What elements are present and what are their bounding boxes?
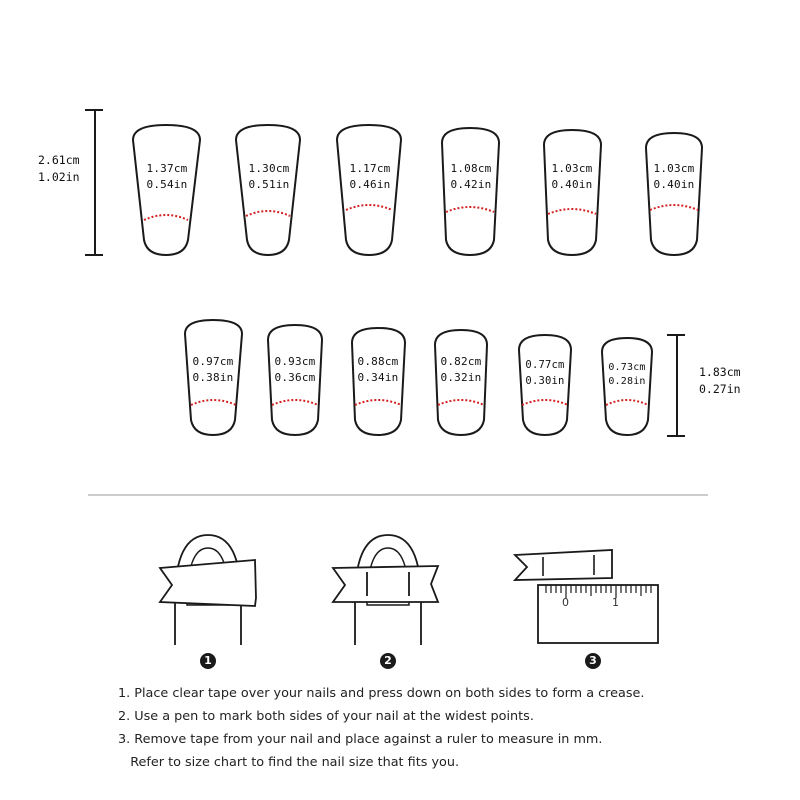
nail-width-in: 0.46in bbox=[349, 178, 391, 191]
nail-size-label bbox=[238, 161, 300, 193]
cuticle-line bbox=[246, 211, 290, 216]
cuticle-line bbox=[606, 400, 648, 405]
nail-width-in: 0.51in bbox=[248, 178, 290, 191]
nail-width-in: 0.54in bbox=[146, 178, 188, 191]
nail-size-label bbox=[265, 354, 325, 386]
height-in: 1.02in bbox=[38, 170, 80, 184]
step-1-illustration bbox=[160, 535, 256, 645]
nail-width-cm: 1.03cm bbox=[653, 162, 695, 175]
nail-width-cm: 0.93cm bbox=[274, 355, 316, 368]
nail-size-label bbox=[339, 161, 401, 193]
nail-size-label bbox=[440, 161, 502, 193]
nail-size-label bbox=[431, 354, 491, 386]
cuticle-line bbox=[548, 209, 596, 214]
height-in: 0.27in bbox=[699, 382, 741, 396]
height-cm: 2.61cm bbox=[38, 153, 80, 167]
nail-width-in: 0.30in bbox=[525, 375, 565, 387]
nail-width-in: 0.36cm bbox=[274, 371, 316, 384]
step-number-badge: 1 bbox=[200, 653, 216, 669]
row-height-label bbox=[699, 364, 741, 398]
height-cm: 1.83cm bbox=[699, 365, 741, 379]
cuticle-line bbox=[522, 400, 568, 405]
cuticle-line bbox=[650, 205, 698, 210]
ruler-tick-label: 0 bbox=[562, 596, 569, 609]
step-2-illustration bbox=[333, 535, 438, 645]
cuticle-line bbox=[446, 207, 494, 212]
instruction-line: 3. Remove tape from your nail and place against a ruler to measure in mm. bbox=[118, 732, 603, 747]
nail-width-in: 0.40in bbox=[653, 178, 695, 191]
cuticle-line bbox=[355, 400, 401, 405]
nail-width-cm: 1.03cm bbox=[551, 162, 593, 175]
row-height-label bbox=[38, 152, 80, 186]
nail-width-in: 0.40in bbox=[551, 178, 593, 191]
nail-width-cm: 0.82cm bbox=[440, 355, 482, 368]
nail-size-label bbox=[643, 161, 705, 193]
nail-size-label bbox=[348, 354, 408, 386]
nail-width-cm: 0.97cm bbox=[192, 355, 234, 368]
nail-width-cm: 1.37cm bbox=[146, 162, 188, 175]
cuticle-line bbox=[438, 400, 484, 405]
instruction-line: 2. Use a pen to mark both sides of your nail at the widest points. bbox=[118, 709, 534, 724]
nail-size-label bbox=[515, 357, 575, 389]
step-number-badge: 3 bbox=[585, 653, 601, 669]
nail-width-cm: 0.73cm bbox=[608, 362, 646, 373]
cuticle-line bbox=[346, 205, 392, 210]
nail-size-label bbox=[136, 161, 198, 193]
nail-width-cm: 1.30cm bbox=[248, 162, 290, 175]
cuticle-line bbox=[144, 215, 188, 220]
nail-width-in: 0.42in bbox=[450, 178, 492, 191]
nail-width-cm: 1.08cm bbox=[450, 162, 492, 175]
nail-outline bbox=[646, 133, 702, 255]
nail-width-cm: 0.77cm bbox=[525, 359, 565, 371]
instruction-line: 1. Place clear tape over your nails and press down on both sides to form a crease. bbox=[118, 686, 645, 701]
ruler-tick-label: 1 bbox=[612, 596, 619, 609]
nail-size-label bbox=[598, 361, 656, 389]
nail-width-in: 0.38in bbox=[192, 371, 234, 384]
step-number-badge: 2 bbox=[380, 653, 396, 669]
cuticle-line bbox=[272, 400, 318, 405]
nail-width-in: 0.28in bbox=[608, 376, 646, 387]
measuring-instructions bbox=[118, 682, 644, 774]
nail-width-in: 0.34in bbox=[357, 371, 399, 384]
nail-size-label bbox=[183, 354, 243, 386]
step-3-illustration bbox=[515, 550, 658, 643]
nail-width-cm: 1.17cm bbox=[349, 162, 391, 175]
cuticle-line bbox=[191, 400, 236, 405]
nail-width-in: 0.32in bbox=[440, 371, 482, 384]
nail-width-cm: 0.88cm bbox=[357, 355, 399, 368]
nail-size-label bbox=[541, 161, 603, 193]
instruction-line: Refer to size chart to find the nail size that fits you. bbox=[118, 755, 460, 770]
